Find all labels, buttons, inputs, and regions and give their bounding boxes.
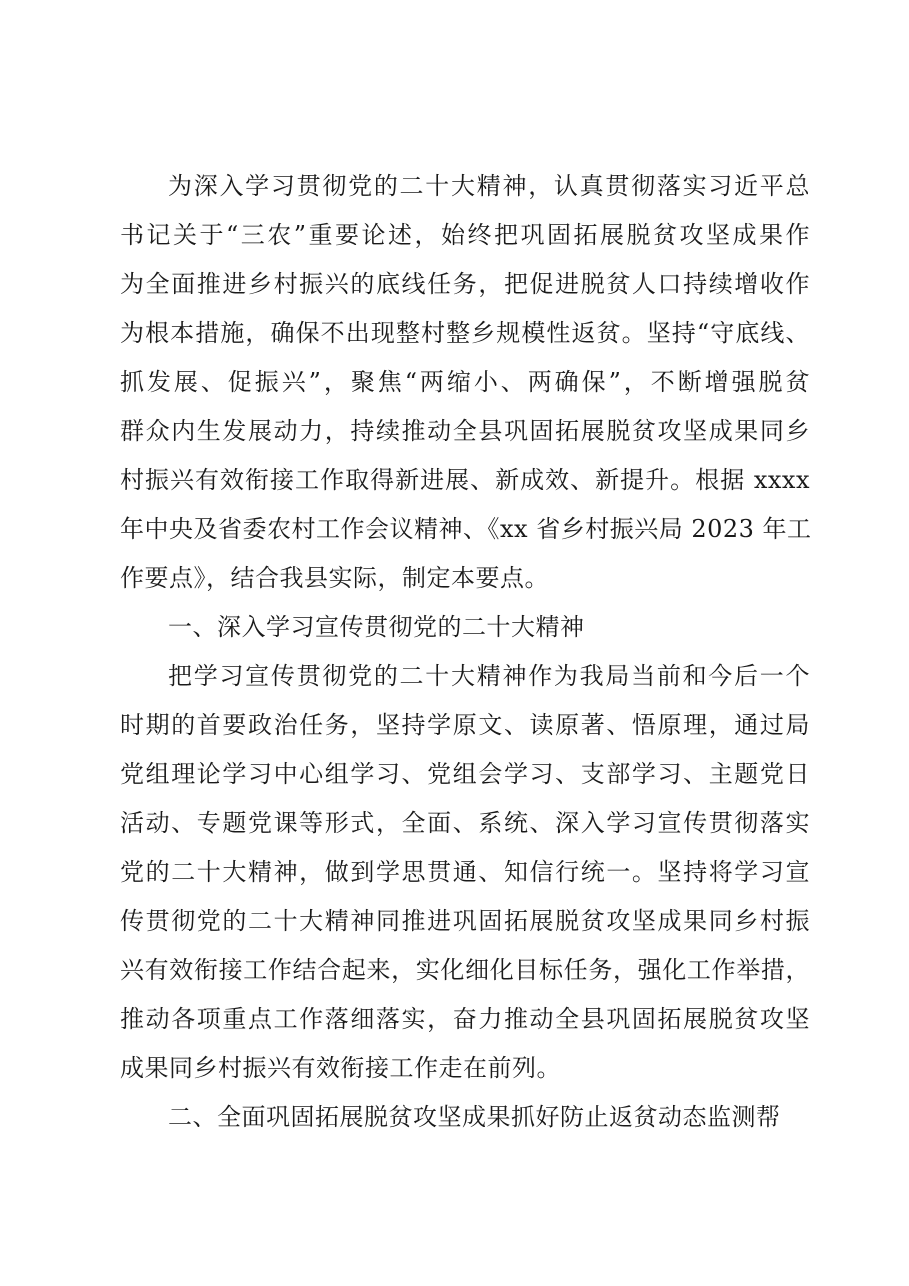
text-line: 党组理论学习中心组学习、党组会学习、支部学习、主题党日 (120, 760, 810, 788)
section-heading-1: 一、深入学习宣传贯彻党的二十大精神 (168, 613, 585, 641)
text-line: 抓发展、促振兴”，聚焦“两缩小、两确保”，不断增强脱贫 (120, 368, 810, 396)
text-line: 为深入学习贯彻党的二十大精神，认真贯彻落实习近平总 (168, 172, 810, 200)
text-line: 活动、专题党课等形式，全面、系统、深入学习宣传贯彻落实 (120, 809, 810, 837)
section-1-paragraph (120, 652, 810, 1093)
document-body (120, 162, 810, 1142)
intro-paragraph (120, 162, 810, 603)
text-line: 推动各项重点工作落细落实，奋力推动全县巩固拓展脱贫攻坚 (120, 1005, 810, 1033)
text-line: 把学习宣传贯彻党的二十大精神作为我局当前和今后一个 (168, 662, 810, 690)
text-line: 作要点》，结合我县实际，制定本要点。 (120, 564, 549, 592)
text-line: 为全面推进乡村振兴的底线任务，把促进脱贫人口持续增收作 (120, 270, 810, 298)
text-line: 书记关于“三农”重要论述，始终把巩固拓展脱贫攻坚成果作 (120, 221, 810, 249)
section-heading-2: 二、全面巩固拓展脱贫攻坚成果抓好防止返贫动态监测帮 (168, 1103, 781, 1131)
text-line: 时期的首要政治任务，坚持学原文、读原著、悟原理，通过局 (120, 711, 810, 739)
text-line: 村振兴有效衔接工作取得新进展、新成效、新提升。根据 xxxx (120, 466, 810, 494)
text-line: 传贯彻党的二十大精神同推进巩固拓展脱贫攻坚成果同乡村振 (120, 907, 810, 935)
text-line: 成果同乡村振兴有效衔接工作走在前列。 (120, 1054, 561, 1082)
text-line: 群众内生发展动力，持续推动全县巩固拓展脱贫攻坚成果同乡 (120, 417, 810, 445)
text-line: 兴有效衔接工作结合起来，实化细化目标任务，强化工作举措， (120, 956, 810, 984)
text-line: 党的二十大精神，做到学思贯通、知信行统一。坚持将学习宣 (120, 858, 810, 886)
text-line: 年中央及省委农村工作会议精神、《xx 省乡村振兴局 2023 年工 (120, 515, 812, 543)
text-line: 为根本措施，确保不出现整村整乡规模性返贫。坚持“守底线、 (120, 319, 810, 347)
